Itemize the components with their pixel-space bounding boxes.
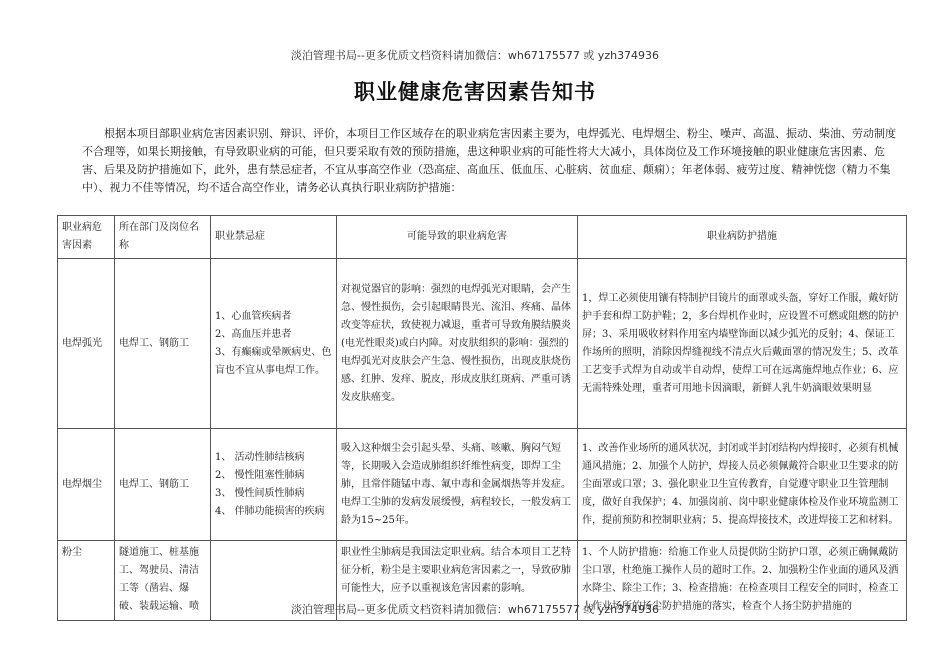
table-row xyxy=(58,259,907,429)
cell-factor: 电焊弧光 xyxy=(58,259,115,429)
page-title: 职业健康危害因素告知书 xyxy=(354,79,596,104)
cell-contra xyxy=(211,259,337,429)
contra-item: 1、心血管疾病者 xyxy=(215,310,292,322)
contra-item: 2、高血压并患者 xyxy=(215,328,292,340)
page-header: 淡泊管理书局--更多优质文档资料请加微信：wh67175577 或 yzh374936 xyxy=(290,49,660,62)
cell-dept: 电焊工、钢筋工 xyxy=(115,259,211,429)
cell-factor: 粉尘 xyxy=(58,541,115,621)
col-header-measure: 职业病防护措施 xyxy=(578,216,907,259)
col-header-harm: 可能导致的职业病危害 xyxy=(337,216,578,259)
contra-item: 3、 慢性间质性肺病 xyxy=(215,487,305,499)
cell-harm: 职业性尘肺病是我国法定职业病。结合本项目工艺特征分析，粉尘是主要职业病危害因素之一，导致矽肺可能性大，应予以重视该危害因素的影响。 xyxy=(337,541,578,621)
cell-dept: 隧道施工、桩基施工、驾驶员、清洁工等（凿岩、爆破、装载运输、喷 xyxy=(115,541,211,621)
cell-factor: 电焊烟尘 xyxy=(58,429,115,541)
contra-item: 4、 伴肺功能损害的疾病 xyxy=(215,505,325,517)
col-header-contra: 职业禁忌症 xyxy=(211,216,337,259)
table-row xyxy=(58,429,907,541)
cell-measure: 1、个人防护措施：给施工作业人员提供防尘防护口罩，必须正确佩戴防尘口罩，杜绝施工操作人员的超时工作。2、加强粉尘作业面的通风及洒水降尘、除尘工作；3、检查措施：在检查项目工程安全的同时，检查工人作业场所的扬尘防护措施的落实，检查个人扬尘防护措施的 xyxy=(578,541,907,621)
cell-dept: 电焊工、钢筋工 xyxy=(115,429,211,541)
col-header-factor: 职业病危害因素 xyxy=(58,216,115,259)
hazard-table xyxy=(57,215,907,621)
table-header-row xyxy=(58,216,907,259)
cell-measure: 1、改善作业场所的通风状况，封闭或半封闭结构内焊接时，必须有机械通风措施；2、加强个人防护，焊接人员必须佩戴符合职业卫生要求的防尘面罩或口罩；3、强化职业卫生宣传教育，自觉遵守职业卫生管理制度，做好自我保护；4、加强岗前、岗中职业健康体检及作业环境监测工作，提前预防和控制职业病；5、提高焊接技术，改进焊接工艺和材料。 xyxy=(578,429,907,541)
contra-item: 2、 慢性阻塞性肺病 xyxy=(215,469,305,481)
cell-measure: 1，焊工必须使用镶有特制护目镜片的面罩或头盔，穿好工作服，戴好防护手套和焊工防护鞋；2，多台焊机作业时，应设置不可燃或阻燃的防护屏；3、采用吸收材料作用室内墙壁饰面以减少弧光的反射；4、保证工作场所的照明，消除因焊缝视线不清点火后戴面罩的情况发生；5、改革工艺变手式焊为自动或半自动焊，使焊工可在远离施焊地点作业；6、应无需特殊处理，重者可用地卡因滴眼，新鲜人乳牛奶滴眼效果明显 xyxy=(578,259,907,429)
cell-contra xyxy=(211,429,337,541)
cell-harm: 对视觉器官的影响：强烈的电焊弧光对眼睛，会产生急、慢性损伤，会引起眼睛畏光、流泪、疼痛、晶体改变等症状，致使视力减退，重者可导致角膜结膜炎(电光性眼炎)或白内障。对皮肤组织的影响：强烈的电焊弧光对皮肤会产生急、慢性损伤，出现皮肤烧伤感、红肿、发痒、脱皮，形成皮肤红斑病、严重可诱发皮肤癌变。 xyxy=(337,259,578,429)
contra-item: 1、 活动性肺结核病 xyxy=(215,451,305,463)
intro-paragraph: 根据本项目部职业病危害因素识别、辩识、评价，本项目工作区域存在的职业病危害因素主要为，电焊弧光、电焊烟尘、粉尘、噪声、高温、振动、柴油、劳动制度不合理等，如果长期接触，有导致职业病的可能，但只要采取有效的预防措施，患这种职业病的可能性将大大减小，具体岗位及工作环境接触的职业健康危害因素、危害、后果及防护措施如下，此外，患有禁忌症者，不宜从事高空作业（恐高症、高血压、低血压、心脏病、贫血症、颠痫）；年老体弱、疲劳过度、精神恍惚（精力不集中）、视力不佳等情况，均不适合高空作业，请务必认真执行职业病防护措施： xyxy=(82,127,896,194)
contra-item: 3、有癫痫或晕厥病史、色盲也不宜从事电焊工作。 xyxy=(215,346,332,376)
col-header-dept: 所在部门及岗位名称 xyxy=(115,216,211,259)
page-footer: 淡泊管理书局--更多优质文档资料请加微信：wh67175577 或 yzh374936 xyxy=(290,603,660,616)
cell-harm: 吸入这种烟尘会引起头晕、头痛、咳嗽、胸闷气短等，长期吸入会造成肺组织纤维性病变，即焊工尘肺，且常伴随锰中毒、氟中毒和金属烟热等并发症。电焊工尘肺的发病发展缓慢，病程较长，一般发病工龄为15~25年。 xyxy=(337,429,578,541)
